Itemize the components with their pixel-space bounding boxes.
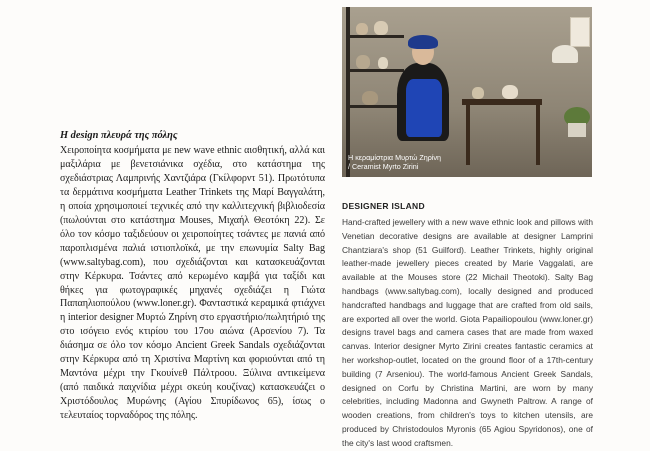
worktable	[462, 99, 542, 105]
shelf-post	[346, 7, 350, 177]
greek-body: Χειροποίητα κοσμήματα με new wave ethnic αισθητική, αλλά και μαξιλάρια με βενετσιάνικα σχέδια, στο κατάστημα της σχεδιάστριας Λαμπρινής Χαντζιάρα (Γκίλφορντ 51). Πρωτότυπα τα δερμάτινα κοσμήματα Leather Trinkets της Μαρί Βαγγαλάτη, η οποία χρησιμοποιεί τεχνικές από την καλλιτεχνική βιβλιοδεσία (πωλούνται στο κατάστημα Mouses, Μιχαήλ Θεοτόκη 22). Σε όλο τον κόσμο ταξιδεύουν οι χειροποίητες τσάντες με πανιά από παροπλισμένα παλιά ιστιοπλοϊκά, με την επωνυμία Salty Bag (www.saltybag.com), που σχεδιάζονται και κατασκευάζονται στην Κέρκυρα. Τσάντες από κερωμένο καμβά για ταξίδι και θήκες για φωτογραφικές μηχανές σχεδιάζει η Γιώτα Παπαηλιοπούλου (www.loner.gr). Φανταστικά κεραμικά φτιάχνει η interior designer Μυρτώ Ζηρίνη στο εργαστήριο/πωλητήριό της στο ισόγειο ενός κτιρίου του 17ου αιώνα (Αρσενίου 7). Τα διάσημα σε όλο τον κόσμο Ancient Greek Sandals σχεδιάζονται στην Κέρκυρα από τη Χριστίνα Μαρτίνη και φοριούνται από τη Μαντόνα μέχρι την Γκουίνεθ Πάλτροου. Ξύλινα αντικείμενα (από παιδικά παιχνίδια μέχρι σκεύη κουζίνας) κατασκευάζει ο Χριστόδουλος Μυρώνης (Αγίου Σπυρίδωνος 65), ίσως ο τελευταίος τορναδόρος της πόλης.	[60, 145, 325, 422]
caption-english: / Ceramist Myrto Zirini	[348, 162, 419, 171]
plant-pot	[568, 123, 586, 137]
ceramic-pot	[356, 55, 370, 69]
shelf-board	[346, 35, 404, 38]
table-leg	[536, 105, 540, 165]
blue-apron	[406, 79, 442, 137]
shelf-board	[346, 69, 404, 72]
english-body: Hand-crafted jewellery with a new wave ethnic look and pillows with Venetian decorative designs are available at designer Lamprini Chantziara's shop (51 Guilford). Leather Trinkets, highly original leather-made jewellery pieces created by Marie Vaggalati, are available at the Mouses store (22 Michail Theotoki). Salty Bag handbags (www.saltybag.com), locally designed and produced handcrafted handbags and luggage that are crafted from old sails, are exported all over the world. Giota Papailiopoulou (www.loner.gr) designs travel bags and camera cases that are made from waxed canvas. Interior designer Myrto Zirini creates fantastic ceramics at her workshop-outlet, located on the ground floor of a 17th-century building (7 Arseniou). The world-famous Ancient Greek Sandals, designed on Corfu by Christina Martini, are worn by many celebrities, including Madonna and Gwyneth Paltrow. A range of wooden creations, from children's toys to kitchen utensils, are produced by Christodoulos Myronis (65 Agiou Spyridonos), one of the city's last wood craftsmen.	[342, 217, 593, 448]
ceramic-pot	[374, 21, 388, 35]
ceramic-pot	[378, 57, 388, 69]
greek-article	[60, 129, 325, 423]
ceramic-pot	[356, 23, 368, 35]
english-article	[342, 201, 593, 451]
greek-heading: Η design πλευρά της πόλης	[60, 130, 178, 141]
ceramist-photo	[342, 7, 592, 177]
ceramic-pot	[472, 87, 484, 99]
photo-caption	[348, 153, 441, 171]
english-heading: DESIGNER ISLAND	[342, 201, 425, 211]
lamp	[552, 45, 578, 63]
ceramic-pot	[362, 91, 378, 105]
caption-greek: Η κεραμίστρια Μυρτώ Ζηρίνη	[348, 153, 441, 162]
wall-picture	[570, 17, 590, 47]
ceramic-pot	[502, 85, 518, 99]
shelf-board	[346, 105, 404, 108]
blue-headscarf	[408, 35, 438, 49]
table-leg	[466, 105, 470, 165]
